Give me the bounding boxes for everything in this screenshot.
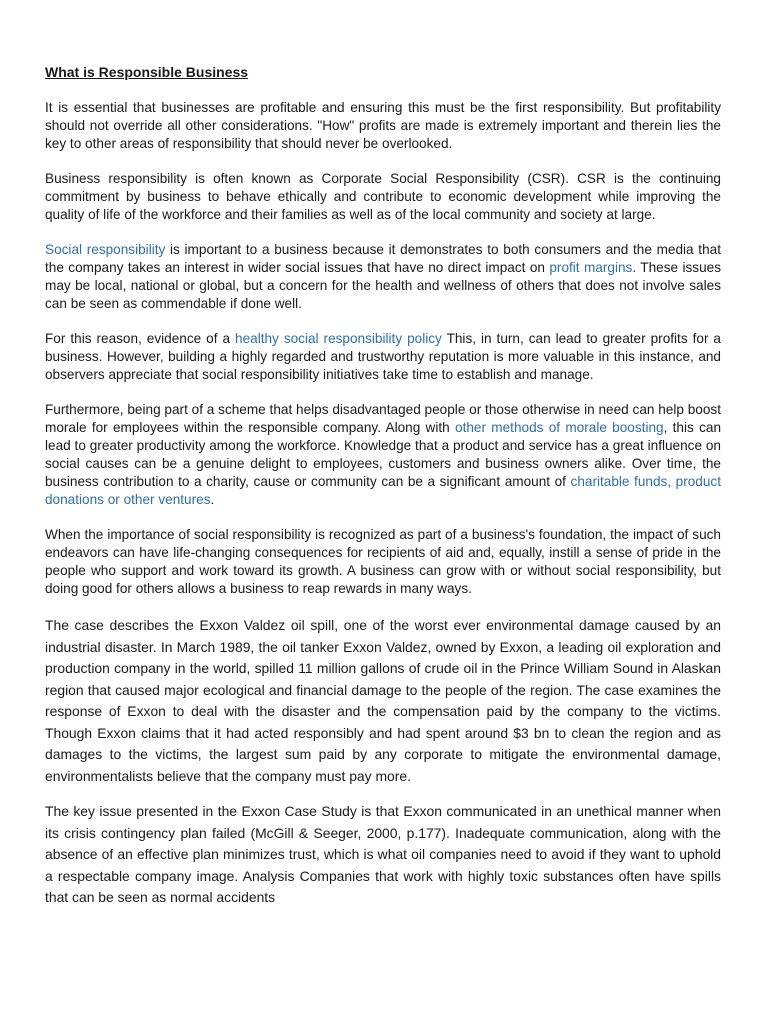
paragraph-6: When the importance of social responsibility is recognized as part of a business's foundation, the impact of such endeavors can have life-changing consequences for recipients of aid and, equally, instill a sense of pride in the people who support and work toward its growth. A business can grow with or without social responsibility, but doing good for others allows a business to reap rewards in many ways. [45,527,721,596]
paragraph-3-text-1: is important to a business because it demonstrates to both consumers and the media that the company takes an interest in wider social issues that have no direct impact on [45,242,721,275]
paragraph-4-text-2: This, in turn, can lead to greater profits for a business. However, building a highly regarded and trustworthy reputation is more valuable in this instance, and observers appreciate that social responsibility initiatives take time to establish and manage. [45,331,721,382]
paragraph-4 [45,330,721,384]
document-page [45,63,721,923]
paragraph-5 [45,401,721,509]
paragraph-5-text-1: Furthermore, being part of a scheme that helps disadvantaged people or those otherwise in need can help boost morale for employees within the responsible company. Along with [45,402,721,435]
document-title: What is Responsible Business [45,64,249,80]
paragraph-1: It is essential that businesses are profitable and ensuring this must be the first responsibility. But profitability should not override all other considerations. "How" profits are made is extremely important and therein lies the key to other areas of responsibility that should never be overlooked. [45,100,721,151]
paragraph-5-text-2: , this can lead to greater productivity among the workforce. Knowledge that a product and service has a great influence on social causes can be a genuine delight to employees, customers and business owners alike. Over time, the business contribution to a charity, cause or community can be a significant amount of [45,420,722,489]
profit-margins-link[interactable]: profit margins [549,260,633,275]
paragraph-2: Business responsibility is often known as Corporate Social Responsibility (CSR). CSR is the continuing commitment by business to behave ethically and contribute to economic development while improving the quality of life of the workforce and their families as well as of the local community and society at large. [45,171,721,222]
paragraph-7: The case describes the Exxon Valdez oil spill, one of the worst ever environmental damage caused by an industrial disaster. In March 1989, the oil tanker Exxon Valdez, owned by Exxon, a leading oil exploration and production company in the world, spilled 11 million gallons of crude oil in the Prince William Sound in Alaskan region that caused major ecological and financial damage to the people of the region. The case examines the response of Exxon to deal with the disaster and the compensation paid by the company to the victims. Though Exxon claims that it had acted responsibly and had spent around $3 bn to clean the region and as damages to the victims, the largest sum paid by any corporate to mitigate the environmental damage, environmentalists believe that the company must pay more. [45,617,721,784]
paragraph-3 [45,241,721,313]
morale-boosting-link[interactable]: other methods of morale boosting [455,420,664,435]
charitable-funds-link[interactable]: charitable funds, product donations or other ventures [45,474,722,507]
paragraph-4-text-1: For this reason, evidence of a [45,331,236,346]
paragraph-8: The key issue presented in the Exxon Case Study is that Exxon communicated in an unethical manner when its crisis contingency plan failed (McGill & Seeger, 2000, p.177). Inadequate communication, along with the absence of an effective plan minimizes trust, which is what oil companies need to avoid if they want to uphold a respectable company image. Analysis Companies that work with highly toxic substances often have spills that can be seen as normal accidents [45,803,721,905]
paragraph-5-text-3: . [210,492,215,507]
social-responsibility-link[interactable]: Social responsibility [45,242,166,257]
social-responsibility-policy-link[interactable]: healthy social responsibility policy [235,331,442,346]
paragraph-3-text-2: . These issues may be local, national or global, but a concern for the health and wellness of others that does not involve sales can be seen as commendable if done well. [45,260,721,311]
